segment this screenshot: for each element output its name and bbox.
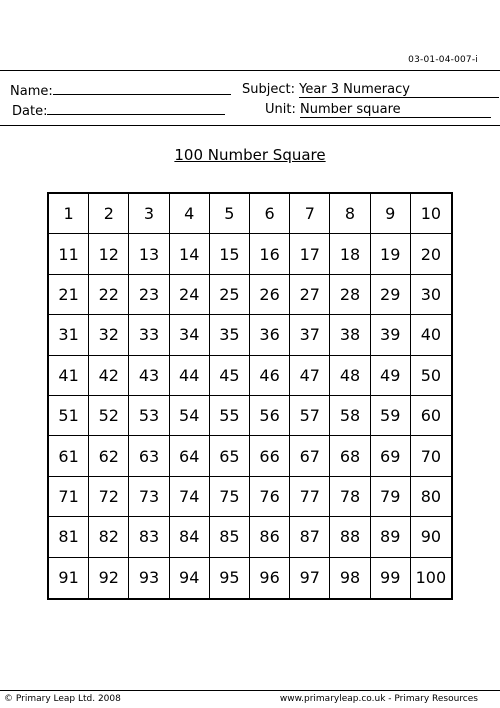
grid-cell: 80: [411, 477, 451, 517]
grid-cell: 2: [89, 194, 129, 234]
grid-cell: 13: [129, 234, 169, 274]
footer-rule: [0, 690, 500, 691]
grid-cell: 39: [371, 315, 411, 355]
grid-cell: 36: [250, 315, 290, 355]
grid-cell: 10: [411, 194, 451, 234]
grid-cell: 75: [210, 477, 250, 517]
grid-cell: 33: [129, 315, 169, 355]
grid-cell: 100: [415, 568, 447, 588]
grid-cell: 66: [250, 436, 290, 476]
footer-website: www.primaryleap.co.uk - Primary Resources: [279, 694, 478, 704]
grid-cell: 12: [89, 234, 129, 274]
grid-cell: 89: [371, 517, 411, 557]
grid-cell: 45: [210, 356, 250, 396]
grid-cell: 31: [49, 315, 89, 355]
grid-cell: 35: [210, 315, 250, 355]
grid-cell: 88: [330, 517, 370, 557]
grid-cell: 71: [49, 477, 89, 517]
grid-cell: 79: [371, 477, 411, 517]
grid-cell: 8: [330, 194, 370, 234]
grid-cell: 60: [411, 396, 451, 436]
grid-cell: 48: [330, 356, 370, 396]
grid-cell: 83: [129, 517, 169, 557]
grid-cell: 15: [210, 234, 250, 274]
grid-cell: 69: [371, 436, 411, 476]
grid-cell: 87: [290, 517, 330, 557]
grid-cell: 58: [330, 396, 370, 436]
grid-cell: 76: [250, 477, 290, 517]
grid-cell: 73: [129, 477, 169, 517]
grid-cell: 30: [411, 275, 451, 315]
grid-cell: 46: [250, 356, 290, 396]
grid-cell: 17: [290, 234, 330, 274]
worksheet-code: 03-01-04-007-i: [408, 55, 478, 65]
grid-cell: 84: [170, 517, 210, 557]
header-bottom-rule: [0, 125, 500, 126]
grid-cell: 32: [89, 315, 129, 355]
grid-cell: 27: [290, 275, 330, 315]
grid-cell: 93: [129, 558, 169, 598]
grid-cell: 99: [371, 558, 411, 598]
page-title: [0, 146, 500, 164]
grid-cell: 67: [290, 436, 330, 476]
grid-cell: 65: [210, 436, 250, 476]
grid-cell: 74: [170, 477, 210, 517]
name-label: Name:: [10, 84, 53, 99]
grid-cell: 20: [411, 234, 451, 274]
grid-cell: 50: [411, 356, 451, 396]
unit-label: Unit:: [265, 102, 296, 117]
grid-cell: 82: [89, 517, 129, 557]
grid-cell: 61: [49, 436, 89, 476]
grid-cell: 62: [89, 436, 129, 476]
grid-cell: 49: [371, 356, 411, 396]
grid-cell: 16: [250, 234, 290, 274]
subject-label: Subject:: [242, 82, 295, 97]
grid-cell: 47: [290, 356, 330, 396]
grid-cell: 52: [89, 396, 129, 436]
grid-cell: 22: [89, 275, 129, 315]
grid-cell: 7: [290, 194, 330, 234]
grid-cell: 92: [89, 558, 129, 598]
grid-cell: 43: [129, 356, 169, 396]
grid-cell: 57: [290, 396, 330, 436]
grid-cell: 23: [129, 275, 169, 315]
grid-cell: 53: [129, 396, 169, 436]
grid-cell: 28: [330, 275, 370, 315]
grid-cell: 72: [89, 477, 129, 517]
grid-cell: 40: [411, 315, 451, 355]
grid-cell: 91: [49, 558, 89, 598]
grid-cell: 9: [371, 194, 411, 234]
grid-cell: 64: [170, 436, 210, 476]
grid-cell: 25: [210, 275, 250, 315]
grid-cell: 5: [210, 194, 250, 234]
grid-cell: 21: [49, 275, 89, 315]
grid-cell: 24: [170, 275, 210, 315]
grid-cell: 70: [411, 436, 451, 476]
grid-cell: 63: [129, 436, 169, 476]
grid-cell: 14: [170, 234, 210, 274]
grid-cell: 55: [210, 396, 250, 436]
grid-cell: 29: [371, 275, 411, 315]
unit-value: Number square: [300, 102, 491, 118]
grid-cell: 90: [411, 517, 451, 557]
grid-cell: 44: [170, 356, 210, 396]
grid-cell: 11: [49, 234, 89, 274]
grid-cell: 98: [330, 558, 370, 598]
grid-cell: 34: [170, 315, 210, 355]
name-field: [10, 82, 231, 99]
grid-cell: 19: [371, 234, 411, 274]
subject-field: [242, 82, 499, 98]
grid-cell: 97: [290, 558, 330, 598]
grid-cell: 78: [330, 477, 370, 517]
date-line[interactable]: [47, 102, 225, 115]
grid-cell: 3: [129, 194, 169, 234]
subject-value: Year 3 Numeracy: [299, 82, 499, 98]
page-title-text: 100 Number Square: [174, 146, 326, 164]
header-top-rule: [0, 70, 500, 71]
grid-cell: 4: [170, 194, 210, 234]
date-label: Date:: [12, 104, 48, 119]
grid-cell: 54: [170, 396, 210, 436]
grid-cell: 86: [250, 517, 290, 557]
unit-field: [265, 102, 491, 118]
grid-cell: 18: [330, 234, 370, 274]
grid-cell: 41: [49, 356, 89, 396]
grid-cell: 1: [49, 194, 89, 234]
grid-cell: 56: [250, 396, 290, 436]
date-field: [10, 102, 225, 119]
footer-copyright: © Primary Leap Ltd. 2008: [4, 694, 121, 704]
grid-cell: 59: [371, 396, 411, 436]
grid-cell: 95: [210, 558, 250, 598]
grid-cell: 85: [210, 517, 250, 557]
grid-cell: 38: [330, 315, 370, 355]
grid-cell: 51: [49, 396, 89, 436]
grid-cell: 94: [170, 558, 210, 598]
grid-cell: 96: [250, 558, 290, 598]
grid-cell: 81: [49, 517, 89, 557]
grid-cell: 6: [250, 194, 290, 234]
grid-cell: 26: [250, 275, 290, 315]
number-grid: [47, 192, 453, 600]
grid-cell: 42: [89, 356, 129, 396]
grid-cell: 77: [290, 477, 330, 517]
grid-cell: 37: [290, 315, 330, 355]
grid-cell: 68: [330, 436, 370, 476]
name-line[interactable]: [53, 82, 231, 95]
